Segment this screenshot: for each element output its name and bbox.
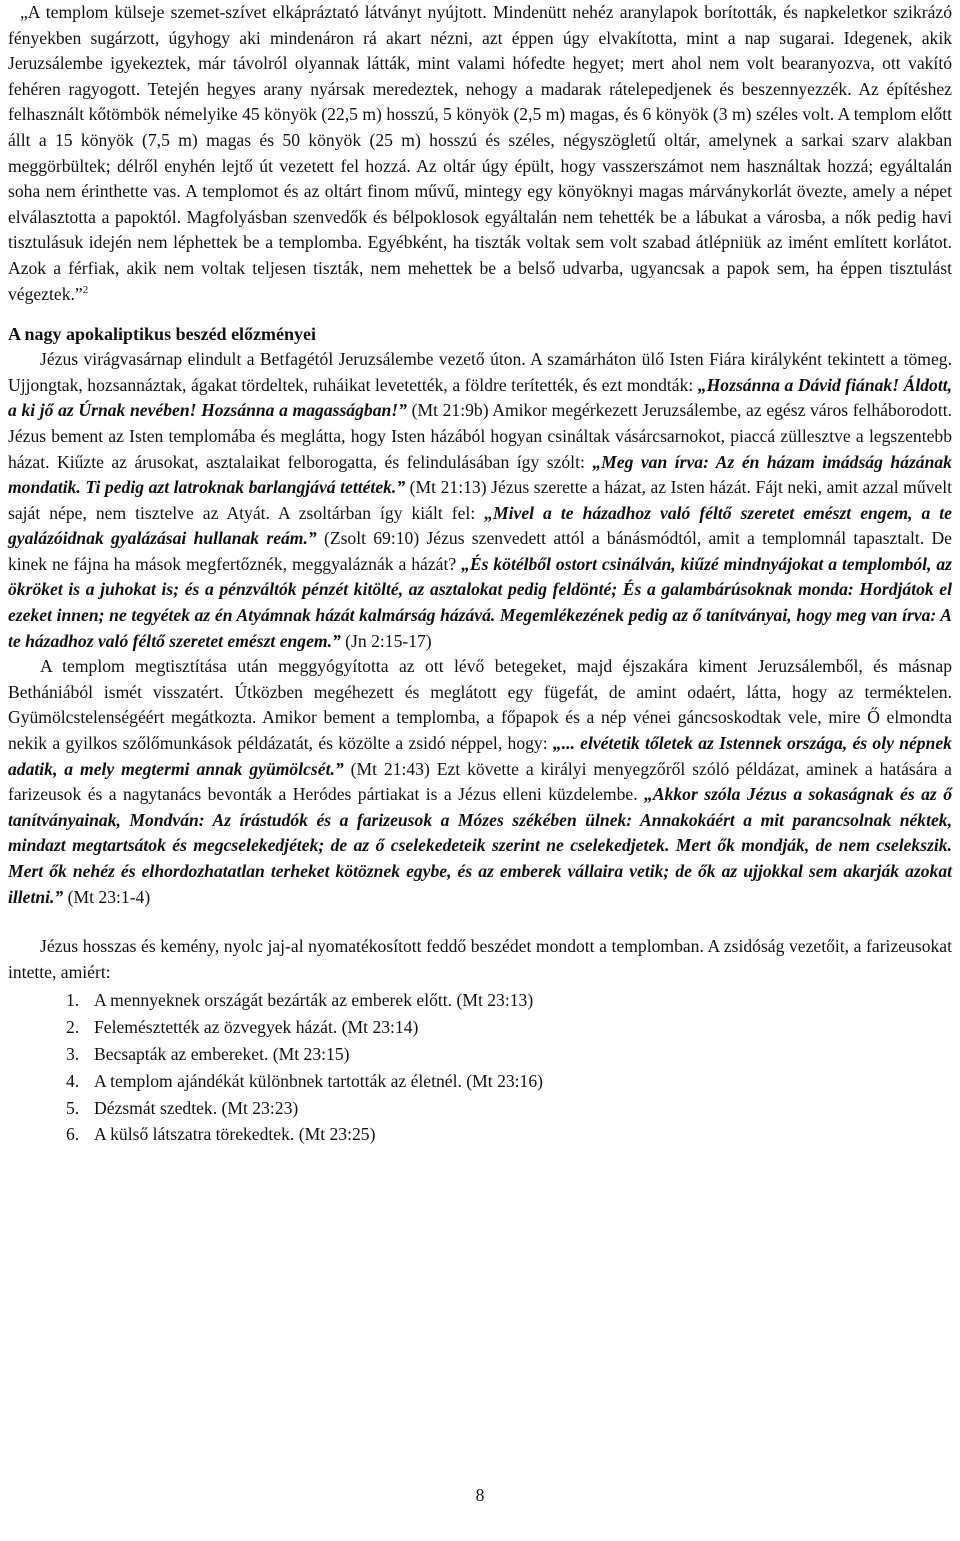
scripture-quote: „Hozsánna a Dávid fiának! Áldott, a ki jő az Úrnak nevében! Hozsánna a magasságban!” [8, 374, 952, 421]
list-item-number: 2. [66, 1017, 80, 1038]
list-item-text: A mennyeknek országát bezárták az emberek előtt. (Mt 23:13) [94, 990, 534, 1011]
scripture-quote: „Meg van írva: Az én házam imádság házának mondatik. Ti pedig azt latroknak barlangjává tettétek.” [8, 451, 952, 498]
paragraph-palm-sunday [8, 347, 952, 654]
paragraph-text: (Mt 23:1-4) [63, 886, 151, 907]
list-item-text: A templom ajándékát különbnek tartották az életnél. (Mt 23:16) [94, 1070, 544, 1091]
scripture-quote: „És kötélből ostort csinálván, kiűzé mindnyájokat a templomból, az ökröket is a juhokat is; és a pénzváltók pénzét kitölté, az asztalokat pedig feldönté; És a galambárúsoknak monda: Hordjátok el ezeket innen; ne tegyétek az én Atyámnak házát kalmárság házává. Megemlékezének pedig az ő tanítványai, hogy meg van írva: A te házadhoz való féltő szeretet emészt engem.” [8, 553, 952, 651]
blank-line [8, 910, 952, 934]
paragraph-temple-cleansing-aftermath [8, 654, 952, 910]
paragraph-text: (Mt 21:9b) Amikor megérkezett Jeruzsálembe, az egész város felháborodott. Jézus bement az Isten templomába és meglátta, hogy Isten házából hogyan csináltak vásárcsarnokot, piaccá züllesztve a legszentebb házat. Kiűzte az árusokat, asztalaikat felborogatta, és felindulásában így szólt: [8, 400, 952, 472]
scripture-quote: „Akkor szóla Jézus a sokaságnak és az ő tanítványainak, Mondván: Az írástudók és a farizeusok a Mózes székében ülnek: Annakokáért a mit parancsolnak néktek, mindazt megtartsátok és megcselekedjétek; de az ő cselekedeteik szerint ne cselekedjetek. Mert ők mondják, de nem cselekszik. Mert ők nehéz és elhordozhatatlan terheket kötöznek egybe, és az emberek vállaira vetik; de ők az ujjokkal sem akarják azokat illetni.” [8, 784, 952, 907]
list-item [8, 1068, 952, 1095]
paragraph-temple-description [8, 0, 952, 307]
list-item-text: Becsapták az embereket. (Mt 23:15) [94, 1043, 350, 1064]
paragraph-text: „A templom külseje szemet-szívet elkápráztató látványt nyújtott. Mindenütt nehéz aranylapok borították, és napkeletkor szikrázó fényekben sugárzott, úgyhogy aki mindenáron rá akart nézni, azt éppen úgy elvakította, mint a nap sugarai. Idegenek, akik Jeruzsálembe igyekeztek, már távolról olyannak látták, mint valami hófedte hegyet; mert ahol nem volt bearanyozva, ott vakító fehéren ragyogott. Tetején hegyes arany nyársak meredeztek, nehogy a madarak rátelepedjenek és beszennyezzék. Az építéshez felhasznált kőtömbök némelyike 45 könyök (22,5 m) hosszú, 5 könyök (2,5 m) magas, és 6 könyök (3 m) széles volt. A templom előtt állt a 15 könyök (7,5 m) magas és 50 könyök (25 m) hosszú és széles, négyszögletű oltár, amelynek a sarkai szarv alakban meggörbültek; délről enyhén lejtő út vezetett fel hozzá. Az oltár úgy épült, hogy vasszerszámot nem használtak hozzá; egyáltalán soha nem érinthette vas. A templomot és az oltárt finom művű, mintegy egy könyöknyi magas márványkorlát övezte, amely a népet elválasztotta a papoktól. Magfolyásban szenvedők és bélpoklosok egyáltalán nem tehették be a lábukat a városba, a nők pedig havi tisztulásuk idején nem léphettek be a templomba. Egyébként, ha tiszták voltak sem volt szabad átlépniük az imént említett korlátot. Azok a férfiak, akik nem voltak teljesen tiszták, nem mehettek be a belső udvarba, ugyancsak a papok sem, ha éppen tisztulást végeztek.” [8, 2, 952, 304]
document-page [8, 0, 952, 1148]
list-item-number: 4. [66, 1070, 80, 1091]
paragraph-text: A templom megtisztítása után meggyógyította az ott lévő betegeket, majd éjszakára kiment Jeruzsálemből, és másnap Bethániából ismét visszatért. Útközben megéhezett és meglátott egy fügefát, de amint odaért, látta, hogy az terméktelen. Gyümölcstelenségéért megátkozta. Amikor bement a templomba, a főpapok és a nép vénei gáncsoskodtak vele, mire Ő elmondta nekik a gyilkos szőlőmunkások példázatát, és közölte a zsidó néppel, hogy: [8, 656, 952, 754]
paragraph-woes-intro: Jézus hosszas és kemény, nyolc jaj-al nyomatékosított feddő beszédet mondott a templomban. A zsidóság vezetőit, a farizeusokat intette, amiért: [8, 936, 952, 982]
list-item-text: Dézsmát szedtek. (Mt 23:23) [94, 1097, 299, 1118]
list-item-number: 1. [66, 990, 80, 1011]
list-item [8, 1014, 952, 1041]
paragraph-text: (Zsolt 69:10) Jézus szenvedett attól a bánásmódtól, amit a templomnál tapasztalt. De kinek ne fájna ha mások megfertőznék, meggyaláznák a házát? [8, 528, 952, 574]
list-item-number: 5. [66, 1097, 80, 1118]
list-item-text: A külső látszatra törekedtek. (Mt 23:25) [94, 1124, 376, 1145]
footnote-reference[interactable]: 2 [82, 283, 89, 296]
list-item-number: 3. [66, 1043, 80, 1064]
page-number: 8 [475, 1485, 485, 1505]
section-heading: A nagy apokaliptikus beszéd előzményei [8, 324, 317, 345]
list-item [8, 1041, 952, 1068]
woes-list [8, 987, 952, 1148]
paragraph-text: (Jn 2:15-17) [340, 630, 432, 651]
paragraph-text: Jézus virágvasárnap elindult a Betfagétól Jeruzsálembe vezető úton. A szamárháton ülő Isten Fiára királyként tekintett a tömeg. Ujjongtak, hozsannáztak, ágakat tördeltek, ruháikat levetették, a földre terítették, és ezt mondták: [8, 349, 952, 395]
list-item [8, 1095, 952, 1122]
scripture-quote: „... elvétetik tőletek az Istennek országa, és oly népnek adatik, a mely megtermi annak gyümölcsét.” [8, 733, 952, 779]
scripture-quote: „Mivel a te házadhoz való féltő szeretet emészt engem, a te gyalázóidnak gyalázásai hullanak reám.” [8, 502, 952, 549]
list-item [8, 987, 952, 1014]
paragraph-text: (Mt 21:13) Jézus szerette a házat, az Isten házát. Fájt neki, amit azzal művelt saját népe, nem tisztelve az Atyát. A zsoltárban így kiált fel: [8, 477, 952, 523]
paragraph-text: (Mt 21:43) Ezt követte a királyi menyegzőről szóló példázat, aminek a hatására a farizeusok és a nagytanács bevonták a Heródes pártiakat is a Jézus elleni küzdelembe. [8, 758, 952, 805]
list-item-number: 6. [66, 1124, 80, 1145]
list-item-text: Felemésztették az özvegyek házát. (Mt 23:14) [94, 1017, 419, 1038]
list-item [8, 1121, 952, 1148]
